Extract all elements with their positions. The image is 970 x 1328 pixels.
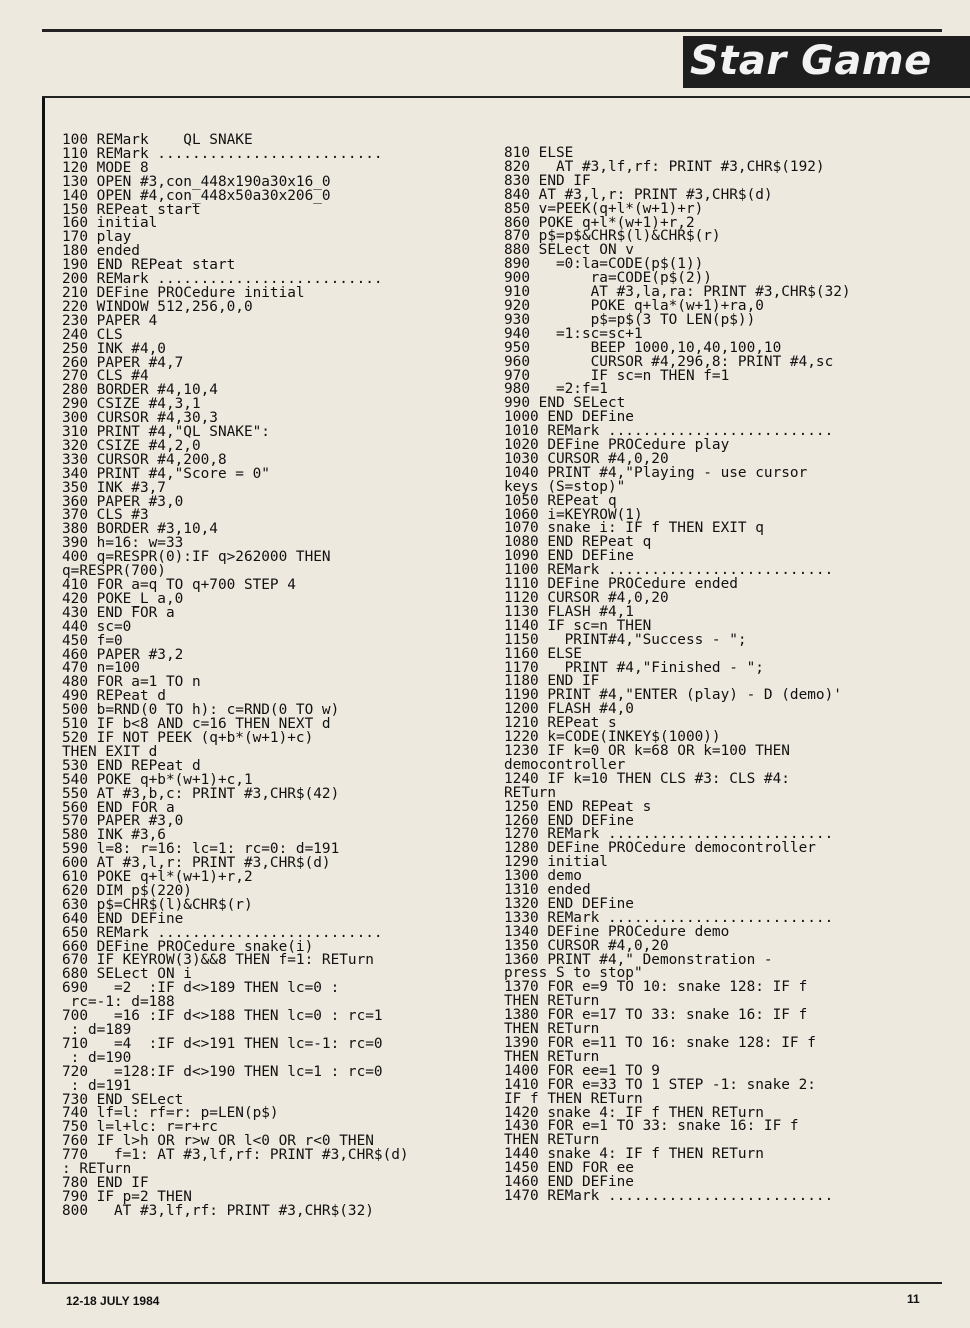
top-rule — [42, 29, 942, 32]
code-line: 1250 END REPeat s — [504, 798, 652, 815]
code-line: 750 l=l+lc: r=r+rc — [62, 1119, 218, 1136]
code-line: 190 END REPeat start — [62, 257, 236, 274]
code-line: 380 BORDER #3,10,4 — [62, 521, 218, 538]
code-line: 1420 snake 4: IF f THEN RETurn — [504, 1104, 764, 1121]
code-line: 990 END SELect — [504, 395, 626, 412]
code-line: : RETurn — [62, 1161, 132, 1178]
code-line: 160 initial — [62, 215, 158, 232]
code-line: 860 POKE q+l*(w+1)+r,2 — [504, 214, 695, 231]
code-line: 960 CURSOR #4,296,8: PRINT #4,sc — [504, 353, 834, 370]
code-line: 680 SELect ON i — [62, 966, 192, 983]
code-line: 1370 FOR e=9 TO 10: snake 128: IF f — [504, 979, 808, 996]
code-line: 480 FOR a=1 TO n — [62, 674, 201, 691]
code-line: 830 END IF — [504, 172, 591, 189]
code-line: 1330 REMark .......................... — [504, 909, 834, 926]
code-line: 570 PAPER #3,0 — [62, 813, 184, 830]
code-line: : d=191 — [62, 1077, 132, 1094]
code-line: 1290 initial — [504, 854, 608, 871]
code-line: 180 ended — [62, 243, 140, 260]
code-line: 620 DIM p$(220) — [62, 882, 192, 899]
code-line: 240 CLS — [62, 326, 123, 343]
code-line: 1110 DEFine PROCedure ended — [504, 576, 738, 593]
code-line: press S to stop" — [504, 965, 643, 982]
code-line: 580 INK #3,6 — [62, 827, 166, 844]
code-line: : d=189 — [62, 1022, 132, 1038]
code-line: 950 BEEP 1000,10,40,100,10 — [504, 339, 782, 356]
code-line: 390 h=16: w=33 — [62, 535, 184, 552]
code-line: THEN RETurn — [504, 1021, 600, 1038]
code-line: rc=-1: d=188 — [62, 994, 175, 1011]
code-line: 1230 IF k=0 OR k=68 OR k=100 THEN — [504, 742, 790, 759]
code-line: 350 INK #3,7 — [62, 479, 166, 496]
code-line: THEN EXIT d — [62, 743, 158, 760]
code-line: 120 MODE 8 — [62, 159, 149, 176]
code-line: 500 b=RND(0 TO h): c=RND(0 TO w) — [62, 702, 340, 719]
code-line: 970 IF sc=n THEN f=1 — [504, 367, 730, 384]
code-line: 1060 i=KEYROW(1) — [504, 506, 643, 523]
code-line: 770 f=1: AT #3,lf,rf: PRINT #3,CHR$(d) — [62, 1147, 409, 1164]
code-line: 170 play — [62, 229, 132, 246]
code-line: RETurn — [504, 784, 556, 801]
code-line: 340 PRINT #4,"Score = 0" — [62, 465, 270, 482]
code-line: 140 OPEN #4,con_448x50a30x206_0 — [62, 187, 331, 204]
code-line: 440 sc=0 — [62, 618, 132, 635]
code-line: 420 POKE_L a,0 — [62, 590, 184, 607]
code-line: 780 END IF — [62, 1174, 149, 1191]
code-line: 1070 snake i: IF f THEN EXIT q — [504, 520, 764, 537]
code-line: 1380 FOR e=17 TO 33: snake 16: IF f — [504, 1007, 808, 1024]
code-line: 560 END FOR a — [62, 799, 175, 816]
code-line: 470 n=100 — [62, 660, 140, 677]
code-line: THEN RETurn — [504, 1132, 600, 1149]
code-line: 1450 END FOR ee — [504, 1160, 634, 1177]
code-line: 890 =0:la=CODE(p$(1)) — [504, 256, 704, 273]
code-line: 260 PAPER #4,7 — [62, 354, 184, 371]
code-line: democontroller — [504, 756, 626, 773]
code-line: : d=190 — [62, 1049, 132, 1066]
code-line: 790 IF p=2 THEN — [62, 1188, 192, 1205]
page-number: 11 — [907, 1292, 920, 1306]
code-line: 800 AT #3,lf,rf: PRINT #3,CHR$(32) — [62, 1202, 374, 1219]
code-line: 200 REMark .......................... — [62, 271, 383, 288]
code-line: 610 POKE q+l*(w+1)+r,2 — [62, 869, 253, 886]
code-line: 940 =1:sc=sc+1 — [504, 325, 643, 342]
code-line: 650 REMark .......................... — [62, 924, 383, 941]
code-line: 130 OPEN #3,con_448x190a30x16_0 — [62, 173, 331, 190]
code-line: 1360 PRINT #4," Demonstration - — [504, 951, 773, 968]
code-line: 1340 DEFine PROCedure demo — [504, 923, 730, 940]
code-line: 460 PAPER #3,2 — [62, 646, 184, 663]
code-line: 740 lf=l: rf=r: p=LEN(p$) — [62, 1105, 279, 1122]
code-line: 670 IF KEYROW(3)&&8 THEN f=1: RETurn — [62, 952, 374, 969]
code-line: 1220 k=CODE(INKEY$(1000)) — [504, 729, 721, 746]
code-line: 150 REPeat start — [62, 201, 201, 218]
code-line: 880 SELect ON v — [504, 242, 634, 259]
code-line: 1470 REMark .......................... — [504, 1187, 834, 1204]
code-line: 1120 CURSOR #4,0,20 — [504, 590, 669, 606]
code-line: 1320 END DEFine — [504, 895, 634, 912]
code-line: 810 ELSE — [504, 145, 574, 161]
code-line: 1090 END DEFine — [504, 548, 634, 565]
code-line: 870 p$=p$&CHR$(l)&CHR$(r) — [504, 228, 721, 245]
code-line: 1030 CURSOR #4,0,20 — [504, 450, 669, 467]
code-line: 1170 PRINT #4,"Finished - "; — [504, 659, 764, 676]
code-line: 1010 REMark .......................... — [504, 423, 834, 440]
code-line: 1430 FOR e=1 TO 33: snake 16: IF f — [504, 1118, 799, 1135]
issue-date: 12-18 JULY 1984 — [66, 1294, 160, 1308]
code-line: 320 CSIZE #4,2,0 — [62, 437, 201, 454]
code-line: 1260 END DEFine — [504, 812, 634, 829]
code-line: 640 END DEFine — [62, 910, 184, 927]
code-line: 1350 CURSOR #4,0,20 — [504, 937, 669, 954]
code-line: 660 DEFine PROCedure snake(i) — [62, 938, 314, 955]
code-line: 820 AT #3,lf,rf: PRINT #3,CHR$(192) — [504, 158, 825, 175]
code-line: 490 REPeat d — [62, 688, 166, 705]
code-line: 1100 REMark .......................... — [504, 562, 834, 579]
code-line: 850 v=PEEK(q+l*(w+1)+r) — [504, 200, 704, 217]
code-line: 280 BORDER #4,10,4 — [62, 382, 218, 399]
listing-left-border — [42, 98, 45, 1282]
code-line: 1160 ELSE — [504, 645, 582, 662]
code-line: 1390 FOR e=11 TO 16: snake 128: IF f — [504, 1035, 816, 1051]
code-line: 1240 IF k=10 THEN CLS #3: CLS #4: — [504, 770, 790, 787]
section-title: Star Game — [690, 38, 932, 84]
code-line: 270 CLS #4 — [62, 368, 149, 385]
code-line: 410 FOR a=q TO q+700 STEP 4 — [62, 577, 296, 593]
code-line: 910 AT #3,la,ra: PRINT #3,CHR$(32) — [504, 284, 851, 301]
code-line: 1410 FOR e=33 TO 1 STEP -1: snake 2: — [504, 1076, 816, 1093]
code-line: 550 AT #3,b,c: PRINT #3,CHR$(42) — [62, 785, 340, 802]
code-line: 920 POKE q+la*(w+1)+ra,0 — [504, 297, 764, 314]
code-line: 450 f=0 — [62, 632, 123, 649]
code-line: THEN RETurn — [504, 1048, 600, 1065]
code-line: 1270 REMark .......................... — [504, 826, 834, 843]
code-line: q=RESPR(700) — [62, 563, 166, 580]
code-line: 930 p$=p$(3 TO LEN(p$)) — [504, 311, 756, 328]
code-line: 760 IF l>h OR r>w OR l<0 OR r<0 THEN — [62, 1133, 374, 1150]
code-line: 510 IF b<8 AND c=16 THEN NEXT d — [62, 716, 331, 733]
code-line: 330 CURSOR #4,200,8 — [62, 451, 227, 468]
code-line: 300 CURSOR #4,30,3 — [62, 410, 218, 427]
code-line: 690 =2 :IF d<>189 THEN lc=0 : — [62, 980, 340, 997]
code-line: 630 p$=CHR$(l)&CHR$(r) — [62, 896, 253, 913]
code-line: 360 PAPER #3,0 — [62, 493, 184, 510]
code-line: 1280 DEFine PROCedure democontroller — [504, 840, 816, 857]
bottom-rule — [42, 1282, 942, 1284]
code-line: 230 PAPER 4 — [62, 312, 158, 329]
code-line: 1040 PRINT #4,"Playing - use cursor — [504, 464, 808, 481]
code-line: 1150 PRINT#4,"Success - "; — [504, 631, 747, 648]
code-line: 1180 END IF — [504, 673, 600, 690]
code-line: 400 q=RESPR(0):IF q>262000 THEN — [62, 549, 331, 566]
code-line: 1190 PRINT #4,"ENTER (play) - D (demo)' — [504, 687, 842, 704]
code-line: keys (S=stop)" — [504, 478, 626, 495]
code-line: 1460 END DEFine — [504, 1174, 634, 1191]
code-line: 600 AT #3,l,r: PRINT #3,CHR$(d) — [62, 855, 331, 872]
code-line: 900 ra=CODE(p$(2)) — [504, 270, 712, 287]
code-line: 290 CSIZE #4,3,1 — [62, 396, 201, 413]
code-line: 1140 IF sc=n THEN — [504, 617, 652, 634]
listing-column-right — [504, 147, 851, 1204]
code-line: 100 REMark QL SNAKE — [62, 132, 253, 148]
code-line: 210 DEFine PROCedure initial — [62, 284, 305, 301]
code-line: THEN RETurn — [504, 993, 600, 1010]
code-line: 590 l=8: r=16: lc=1: rc=0: d=191 — [62, 841, 340, 858]
code-line: 530 END REPeat d — [62, 757, 201, 774]
code-line: 430 END FOR a — [62, 604, 175, 621]
listing-column-left — [62, 134, 409, 1219]
code-line: 1020 DEFine PROCedure play — [504, 437, 730, 454]
code-line: 540 POKE q+b*(w+1)+c,1 — [62, 771, 253, 788]
code-line: 370 CLS #3 — [62, 507, 149, 524]
code-line: 700 =16 :IF d<>188 THEN lc=0 : rc=1 — [62, 1008, 383, 1025]
code-line: 1210 REPeat s — [504, 715, 617, 732]
code-line: 1200 FLASH #4,0 — [504, 701, 634, 718]
code-line: 1080 END REPeat q — [504, 534, 652, 551]
code-line: 1440 snake 4: IF f THEN RETurn — [504, 1146, 764, 1163]
code-line: 720 =128:IF d<>190 THEN lc=1 : rc=0 — [62, 1063, 383, 1080]
code-line: 1130 FLASH #4,1 — [504, 603, 634, 620]
code-line: 1050 REPeat q — [504, 492, 617, 509]
code-line: 730 END SELect — [62, 1091, 184, 1108]
code-line: 110 REMark .......................... — [62, 145, 383, 162]
code-line: 1310 ended — [504, 882, 591, 899]
code-line: 980 =2:f=1 — [504, 381, 608, 398]
code-line: 220 WINDOW 512,256,0,0 — [62, 298, 253, 315]
code-line: 840 AT #3,l,r: PRINT #3,CHR$(d) — [504, 186, 773, 203]
code-line: 250 INK #4,0 — [62, 340, 166, 357]
code-line: 310 PRINT #4,"QL SNAKE": — [62, 424, 270, 441]
code-line: 1000 END DEFine — [504, 409, 634, 426]
code-line: 520 IF NOT PEEK (q+b*(w+1)+c) — [62, 729, 314, 746]
code-line: 710 =4 :IF d<>191 THEN lc=-1: rc=0 — [62, 1035, 383, 1052]
header-rule — [42, 96, 970, 98]
code-line: IF f THEN RETurn — [504, 1090, 643, 1107]
code-line: 1400 FOR ee=1 TO 9 — [504, 1062, 660, 1079]
code-line: 1300 demo — [504, 868, 582, 885]
